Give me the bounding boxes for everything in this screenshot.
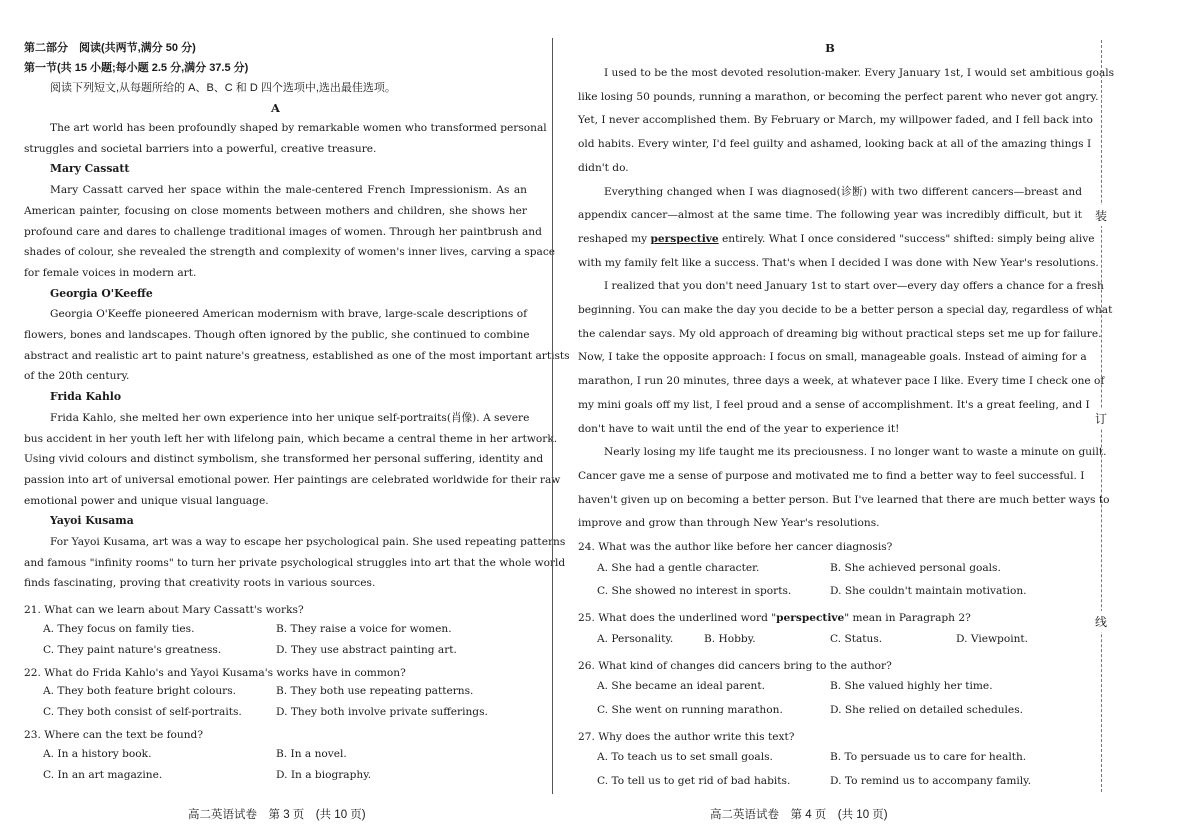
text-line: Now, I take the opposite approach: I focus on small, manageable goals. Instead of aiming for a	[578, 351, 1087, 364]
text-line: improve and grow than through New Year's resolutions.	[578, 517, 880, 530]
text-line: and famous "infinity rooms" to turn her private psychological struggles into art that the whole world	[24, 556, 566, 569]
section-heading: 第一节(共 15 小题;每小题 2.5 分,满分 37.5 分)	[24, 62, 249, 74]
option-c[interactable]: C. She went on running marathon.	[597, 703, 783, 716]
option-b[interactable]: B. She achieved personal goals.	[830, 561, 1001, 574]
artist-name: Frida Kahlo	[50, 390, 122, 404]
artist-name: Yayoi Kusama	[50, 514, 134, 528]
page-footer-right: 高二英语试卷 第 4 页 (共 10 页)	[710, 809, 888, 821]
artist-section	[24, 511, 566, 594]
question-22	[24, 663, 527, 726]
text-line: For Yayoi Kusama, art was a way to escape her psychological pain. She used repeating patterns	[50, 536, 566, 549]
option-d[interactable]: D. She couldn't maintain motivation.	[830, 585, 1027, 598]
text-line: Georgia O'Keeffe pioneered American modernism with brave, large-scale descriptions of	[50, 308, 527, 321]
question-stem: 26. What kind of changes did cancers bring to the author?	[578, 659, 892, 672]
artist-section	[24, 387, 561, 511]
text-line: with my family felt like a success. That's when I decided I was done with New Year's resolutions.	[578, 256, 1099, 269]
artist-name: Georgia O'Keeffe	[50, 286, 153, 300]
question-stem: 27. Why does the author write this text?	[578, 730, 795, 743]
text-line: struggles and societal barriers into a powerful, creative treasure.	[24, 142, 377, 155]
option-b[interactable]: B. Hobby.	[704, 632, 756, 645]
option-d[interactable]: D. In a biography.	[276, 768, 372, 781]
question-21	[24, 600, 527, 663]
text-line: marathon, I run 20 minutes, three days a week, at whatever pace I like. Every time I check one of	[578, 375, 1105, 388]
option-c[interactable]: C. They both consist of self-portraits.	[43, 706, 242, 719]
option-c[interactable]: C. In an art magazine.	[43, 768, 163, 781]
option-b[interactable]: B. She valued highly her time.	[830, 680, 993, 693]
text-line: like losing 50 pounds, running a marathon, or becoming the perfect parent who never got angry.	[578, 90, 1099, 103]
left-column	[24, 38, 570, 788]
text-line: haven't given up on becoming a better person. But I've learned that there are much better ways to	[578, 493, 1110, 506]
text-segment: " mean in Paragraph 2?	[844, 612, 971, 625]
text-line: don't have to wait until the end of the year to experience it!	[578, 422, 900, 435]
question-stem: 24. What was the author like before her cancer diagnosis?	[578, 541, 893, 554]
paragraph-4	[578, 441, 1110, 536]
text-line: bus accident in her youth left her with lifelong pain, which became a central theme in her artwork.	[24, 432, 558, 445]
question-stem: 23. Where can the text be found?	[24, 729, 204, 742]
option-a[interactable]: A. She became an ideal parent.	[597, 680, 765, 693]
option-a[interactable]: A. They both feature bright colours.	[43, 685, 237, 698]
question-25	[578, 607, 1082, 654]
page-footer-left: 高二英语试卷 第 3 页 (共 10 页)	[188, 809, 366, 821]
text-line: profound care and dares to challenge traditional images of women. Through her paintbrush and	[24, 225, 542, 238]
passage-b-title: B	[825, 41, 835, 55]
option-d[interactable]: D. They both involve private sufferings.	[276, 706, 488, 719]
option-c[interactable]: C. Status.	[830, 632, 883, 645]
text-line: I realized that you don't need January 1st to start over—every day offers a chance for a fresh	[604, 280, 1104, 293]
text-line: The art world has been profoundly shaped by remarkable women who transformed personal	[50, 122, 547, 134]
artist-name: Mary Cassatt	[50, 162, 130, 176]
column-divider	[552, 38, 553, 794]
text-line: appendix cancer—almost at the same time. The following year was incredibly difficult, but it	[578, 209, 1082, 222]
text-line: beginning. You can make the day you decide to be a better person a special day, regardless of what	[578, 304, 1113, 317]
text-line: passion into art of universal emotional power. Her paintings are celebrated worldwide for their raw	[24, 473, 561, 486]
option-d[interactable]: D. Viewpoint.	[956, 632, 1029, 645]
option-c[interactable]: C. To tell us to get rid of bad habits.	[597, 775, 791, 787]
option-a[interactable]: A. She had a gentle character.	[597, 561, 760, 574]
text-line: Yet, I never accomplished them. By February or March, my willpower faded, and I fell back into	[578, 114, 1093, 127]
text-line: emotional power and unique visual language.	[24, 494, 269, 507]
option-b[interactable]: B. In a novel.	[276, 747, 347, 760]
text-segment: 25. What does the underlined word "	[578, 612, 777, 625]
option-a[interactable]: A. In a history book.	[43, 747, 152, 760]
option-a[interactable]: A. Personality.	[597, 632, 674, 645]
text-line: didn't do.	[578, 161, 629, 174]
text-line: Everything changed when I was diagnosed(诊断) with two different cancers—breast and	[604, 185, 1082, 198]
option-a[interactable]: A. To teach us to set small goals.	[597, 751, 773, 764]
binding-char-xian: 线	[1095, 611, 1107, 632]
paragraph-2	[578, 181, 1099, 276]
option-d[interactable]: D. She relied on detailed schedules.	[830, 703, 1024, 716]
text-line: I used to be the most devoted resolution-maker. Every January 1st, I would set ambitious goals	[604, 67, 1115, 79]
option-d[interactable]: D. They use abstract painting art.	[276, 643, 457, 656]
option-a[interactable]: A. They focus on family ties.	[43, 622, 195, 635]
artist-section	[24, 284, 570, 388]
question-23	[24, 725, 527, 788]
text-segment: reshaped my	[578, 232, 651, 245]
option-d[interactable]: D. To remind us to accompany family.	[830, 775, 1032, 787]
text-line: of the 20th century.	[24, 370, 130, 383]
text-line: for female voices in modern art.	[24, 266, 197, 279]
text-line: American painter, focusing on close moments between mothers and children, she shows her	[24, 204, 527, 217]
underlined-word: perspective	[650, 232, 719, 245]
text-line: flowers, bones and landscapes. Though often ignored by the public, she continued to combine	[24, 329, 530, 342]
instruction: 阅读下列短文,从每题所给的 A、B、C 和 D 四个选项中,选出最佳选项。	[50, 82, 396, 94]
right-column	[578, 38, 1115, 797]
text-line: Cancer gave me a sense of purpose and motivated me to find a better way to feel successful. I	[578, 469, 1085, 482]
question-stem: 22. What do Frida Kahlo's and Yayoi Kusama's works have in common?	[24, 666, 406, 679]
question-stem: 21. What can we learn about Mary Cassatt's works?	[24, 604, 304, 617]
text-line: Nearly losing my life taught me its preciousness. I no longer want to waste a minute on guilt.	[604, 446, 1107, 459]
text-line: shades of colour, she revealed the strength and complexity of women's inner lives, carving a space	[24, 246, 556, 259]
text-line: Using vivid colours and distinct symbolism, she transformed her personal suffering, identity and	[24, 453, 544, 466]
text-line: Frida Kahlo, she melted her own experience into her unique self-portraits(肖像). A severe	[50, 411, 530, 424]
option-c[interactable]: C. She showed no interest in sports.	[597, 585, 792, 598]
paragraph-3	[578, 275, 1113, 441]
part-heading: 第二部分 阅读(共两节,满分 50 分)	[24, 42, 196, 54]
passage-a-title: A	[271, 101, 280, 115]
option-b[interactable]: B. They raise a voice for women.	[276, 622, 452, 635]
passage-a-intro	[24, 118, 547, 159]
artist-section	[24, 159, 556, 283]
question-stem	[578, 607, 1082, 631]
text-line: abstract and realistic art to paint nature's greatness, established as one of the most important artists	[24, 349, 570, 362]
stem-keyword: perspective	[776, 612, 845, 625]
text-line: old habits. Every winter, I'd feel guilty and ashamed, looking back at all of the amazing things I	[578, 138, 1092, 151]
option-b[interactable]: B. To persuade us to care for health.	[830, 751, 1027, 764]
option-c[interactable]: C. They paint nature's greatness.	[43, 643, 222, 656]
text-line: my mini goals off my list, I feel proud and a sense of accomplishment. It's a great feeling, and I	[578, 398, 1090, 411]
question-27	[578, 726, 1082, 797]
perspective-line	[578, 228, 1095, 252]
option-b[interactable]: B. They both use repeating patterns.	[276, 685, 474, 698]
binding-char-zhuang: 装	[1095, 205, 1107, 226]
text-line: finds fascinating, proving that creativity roots in various sources.	[24, 577, 376, 590]
question-26	[578, 655, 1082, 726]
text-line: Mary Cassatt carved her space within the male-centered French Impressionism. As an	[50, 184, 527, 197]
paragraph-1	[578, 62, 1115, 181]
text-line: the calendar says. My old approach of dreaming big without practical steps set me up for failure.	[578, 327, 1102, 340]
text-segment: entirely. What I once considered "success" shifted: simply being alive	[718, 232, 1095, 245]
question-24	[578, 536, 1082, 607]
binding-char-ding: 订	[1095, 408, 1107, 429]
